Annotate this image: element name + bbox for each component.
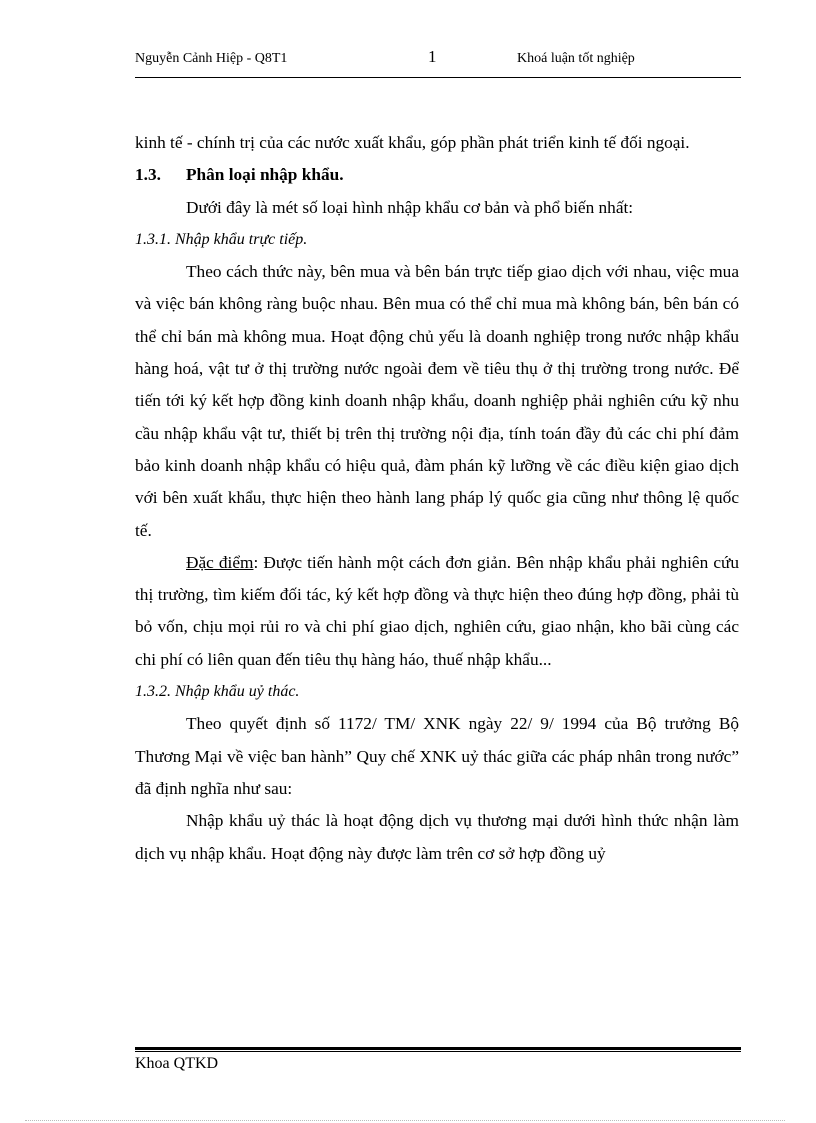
section-number: 1.3. bbox=[135, 165, 161, 185]
subsection-heading-entrusted: 1.3.2. Nhập khẩu uỷ thác. bbox=[135, 683, 300, 701]
footer-rule-thin bbox=[135, 1051, 741, 1052]
paragraph-features bbox=[135, 547, 739, 676]
subsection-heading-direct: 1.3.1. Nhập khẩu trực tiếp. bbox=[135, 230, 308, 248]
footer-rule-thick bbox=[135, 1047, 741, 1050]
features-text: : Được tiến hành một cách đơn giản. Bên nhập khẩu phải nghiên cứu thị trường, tìm kiếm đối tác, ký kết hợp đồng và thực hiện theo đúng hợp đồng, phải tù bỏ vốn, chịu mọi rủi ro và chi phí giao dịch, nghiên cứu, giao nhận, kho bãi cùng các chi phí có liên quan đến tiêu thụ hàng háo, thuế nhập khẩu... bbox=[135, 552, 740, 669]
page-header bbox=[135, 40, 741, 80]
document-body bbox=[135, 127, 739, 870]
paragraph-entrusted-definition: Nhập khẩu uỷ thác là hoạt động dịch vụ thương mại dưới hình thức nhận làm dịch vụ nhập khẩu. Hoạt động này được làm trên cơ sở hợp đồng uỷ bbox=[135, 811, 739, 863]
header-rule bbox=[135, 77, 741, 78]
page-number: 1 bbox=[428, 47, 437, 66]
paragraph-entrusted-import: Theo quyết định số 1172/ TM/ XNK ngày 22/ 9/ 1994 của Bộ trưởng Bộ Thương Mại về việc ban hành” Quy chế XNK uỷ thác giữa các pháp nhân trong nước” đã định nghĩa như sau: bbox=[135, 714, 739, 798]
section-heading bbox=[135, 159, 739, 191]
header-thesis-title: Khoá luận tốt nghiệp bbox=[517, 51, 635, 66]
features-label: Đặc điểm bbox=[186, 552, 254, 572]
page-edge bbox=[25, 1120, 785, 1121]
paragraph-direct-import: Theo cách thức này, bên mua và bên bán trực tiếp giao dịch với nhau, việc mua và việc bán không ràng buộc nhau. Bên mua có thể chỉ mua mà không bán, bên bán có thể chỉ bán mà không mua. Hoạt động chủ yếu là doanh nghiệp trong nước nhập khẩu hàng hoá, vật tư ở thị trường nước ngoài đem về tiêu thụ ở thị trường trong nước. Để tiến tới ký kết hợp đồng kinh doanh nhập khẩu, doanh nghiệp phải nghiên cứu kỹ nhu cầu nhập khẩu vật tư, thiết bị trên thị trường nội địa, tính toán đầy đủ các chi phí đảm bảo kinh doanh nhập khẩu có hiệu quả, đàm phán kỹ lưỡng về các điều kiện giao dịch với bên xuất khẩu, thực hiện theo hành lang pháp lý quốc gia cũng như thông lệ quốc tế. bbox=[135, 262, 739, 540]
paragraph-continued: kinh tế - chính trị của các nước xuất khẩu, góp phần phát triển kinh tế đối ngoại. bbox=[135, 133, 690, 152]
footer-faculty: Khoa QTKD bbox=[135, 1055, 219, 1072]
header-author: Nguyễn Cảnh Hiệp - Q8T1 bbox=[135, 51, 288, 66]
section-intro: Dưới đây là mét số loại hình nhập khẩu cơ bản và phổ biến nhất: bbox=[186, 197, 634, 217]
section-title: Phân loại nhập khẩu. bbox=[186, 165, 344, 185]
